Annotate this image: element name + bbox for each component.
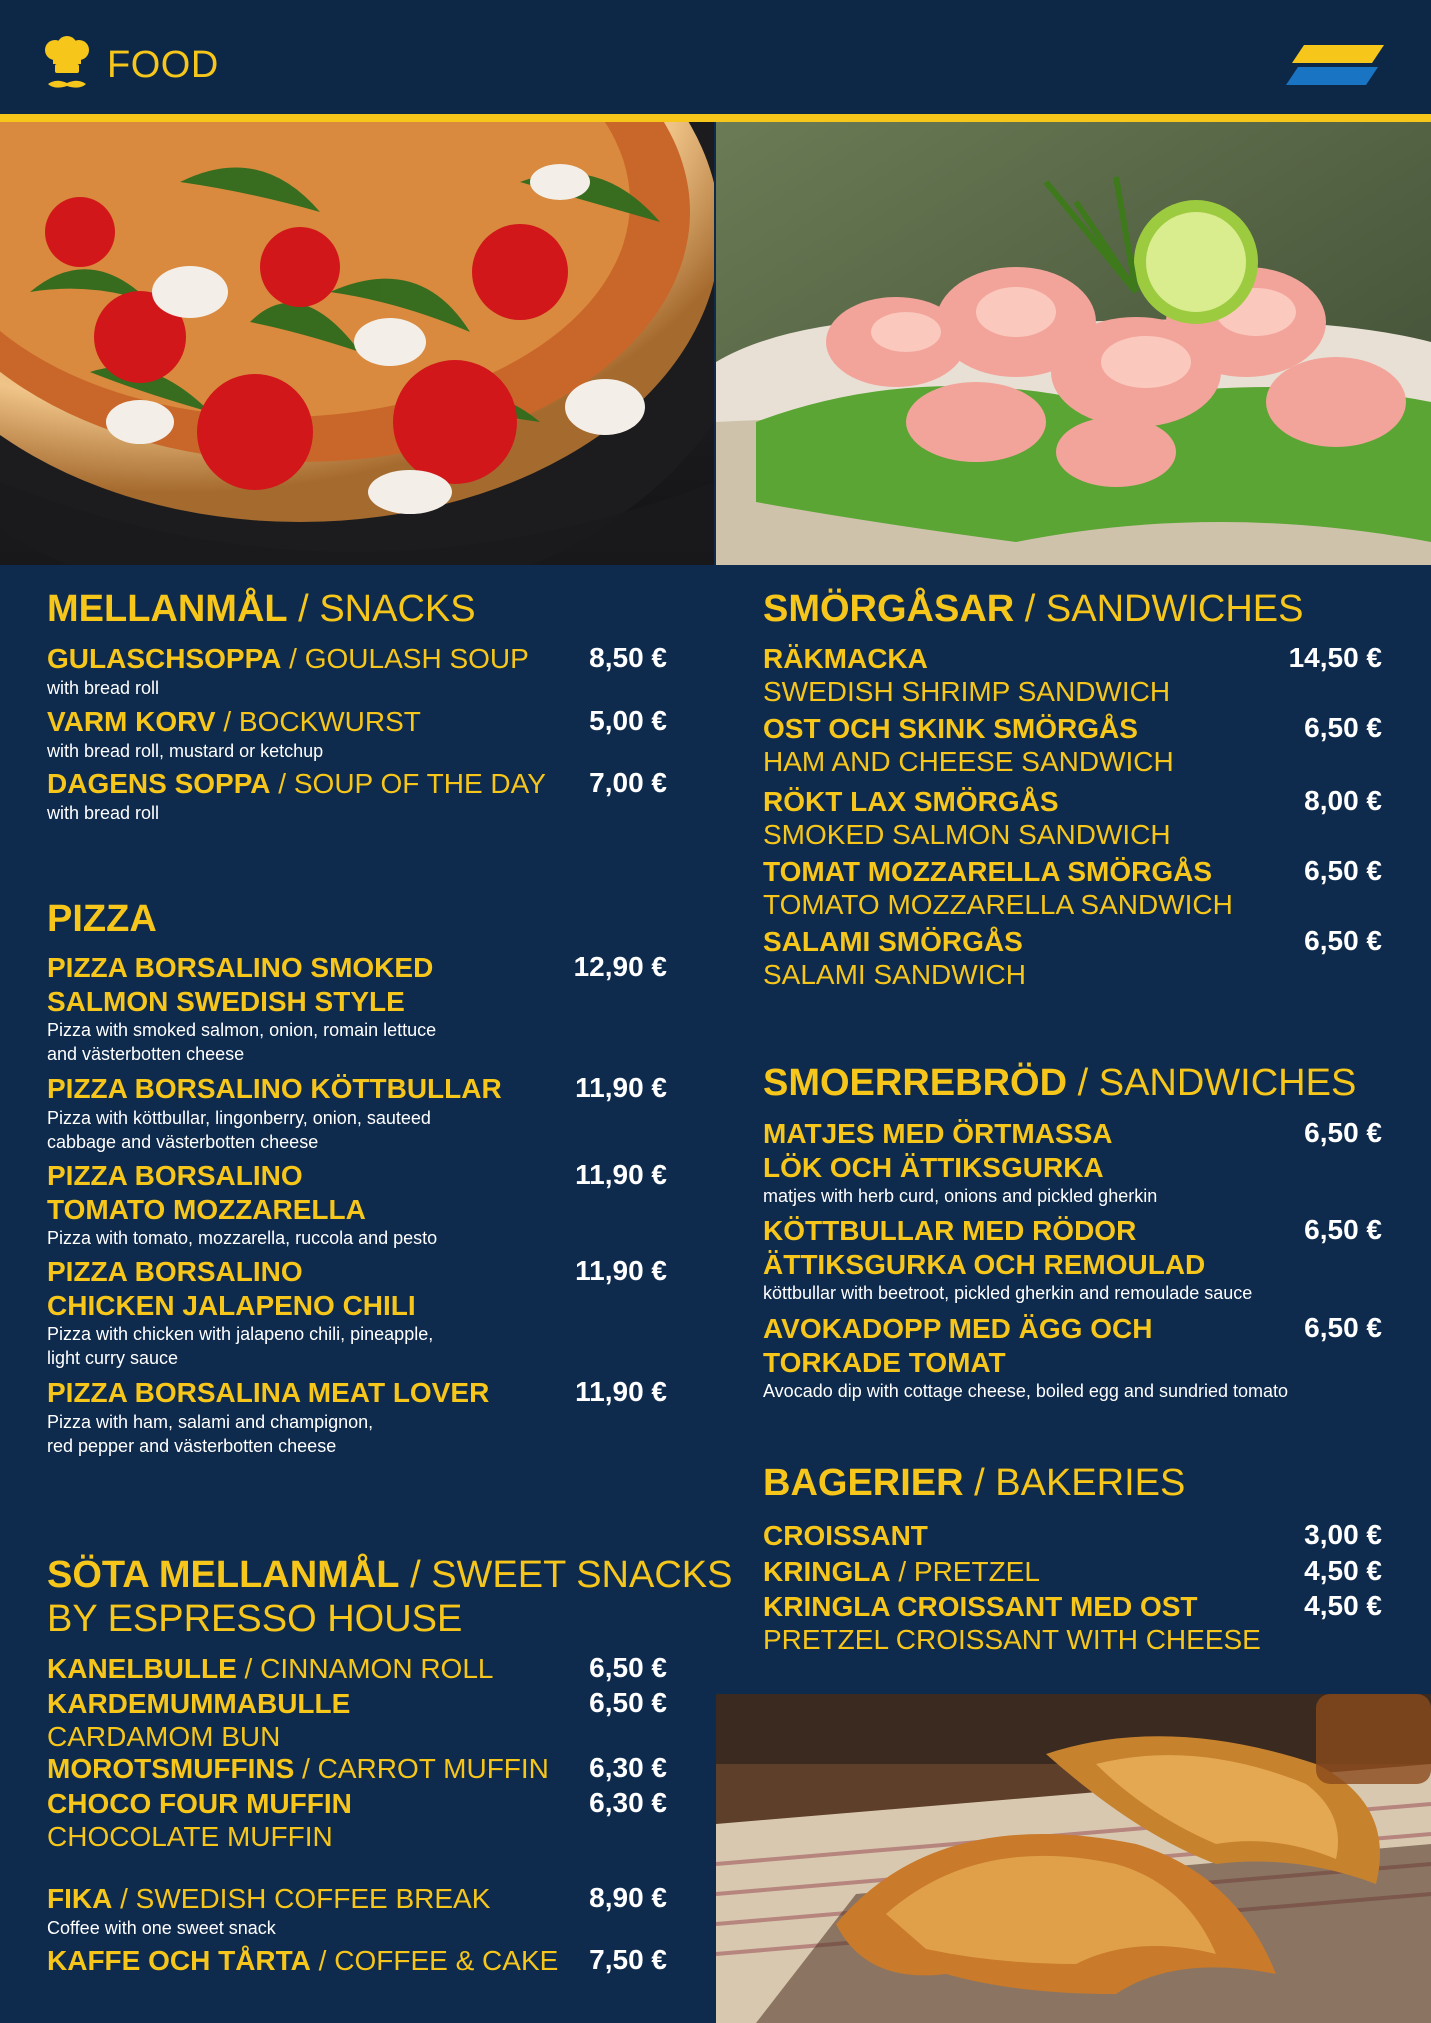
price: 8,50 € (589, 642, 667, 673)
header-divider (0, 114, 1431, 122)
menu-item-pretzel: KRINGLA / PRETZEL (763, 1556, 1040, 1587)
price: 4,50 € (1304, 1590, 1382, 1621)
price: 6,50 € (1304, 1312, 1382, 1343)
price: 6,50 € (1304, 1214, 1382, 1245)
stripes-logo-icon (1286, 45, 1384, 87)
menu-item-avokadopp: AVOKADOPP MED ÄGG OCH TORKADE TOMAT Avocado dip with cottage cheese, boiled egg and sundried tomato (763, 1313, 1289, 1402)
menu-item-rakmacka: RÄKMACKA SWEDISH SHRIMP SANDWICH (763, 643, 1171, 707)
price: 11,90 € (575, 1159, 667, 1190)
menu-item-cardamom-bun: KARDEMUMMABULLE CARDAMOM BUN (47, 1688, 351, 1752)
menu-item-fika: FIKA / SWEDISH COFFEE BREAK Coffee with one sweet snack (47, 1883, 491, 1938)
section-title-bakeries: BAGERIER / BAKERIES (763, 1462, 1186, 1504)
header-bar (0, 0, 1431, 114)
menu-item-cinnamon-roll: KANELBULLE / CINNAMON ROLL (47, 1653, 494, 1684)
menu-item-kottbullar-rodor: KÖTTBULLAR MED RÖDOR ÄTTIKSGURKA OCH REMOULAD köttbullar with beetroot, pickled gherkin and remoulade sauce (763, 1215, 1253, 1304)
menu-item-coffee-and-cake: KAFFE OCH TÅRTA / COFFEE & CAKE (47, 1945, 559, 1976)
price: 6,50 € (1304, 1117, 1382, 1148)
menu-item-croissant: CROISSANT (763, 1520, 928, 1551)
price: 8,90 € (589, 1882, 667, 1913)
menu-item-carrot-muffin: MOROTSMUFFINS / CARROT MUFFIN (47, 1753, 549, 1784)
price: 6,50 € (1304, 712, 1382, 743)
price: 3,00 € (1304, 1519, 1382, 1550)
pizza-photo (0, 122, 714, 565)
section-title-snacks: MELLANMÅL / SNACKS (47, 588, 476, 630)
menu-item-smoked-salmon: RÖKT LAX SMÖRGÅS SMOKED SALMON SANDWICH (763, 786, 1171, 850)
price: 6,30 € (589, 1752, 667, 1783)
price: 11,90 € (575, 1376, 667, 1407)
menu-item-pizza-chicken: PIZZA BORSALINO CHICKEN JALAPENO CHILI Pizza with chicken with jalapeno chili, pineapple, light curry sauce (47, 1256, 434, 1369)
section-title-smoerrebrod: SMOERREBRÖD / SANDWICHES (763, 1062, 1357, 1104)
section-title-sweet-snacks: SÖTA MELLANMÅL / SWEET SNACKS BY ESPRESSO HOUSE (47, 1554, 733, 1640)
menu-item-pizza-meat-lover: PIZZA BORSALINA MEAT LOVER Pizza with ham, salami and champignon, red pepper and västerbotten cheese (47, 1377, 490, 1456)
section-title-pizza: PIZZA (47, 898, 157, 940)
menu-item-pizza-kottbullar: PIZZA BORSALINO KÖTTBULLAR Pizza with köttbullar, lingonberry, onion, sauteed cabbage and västerbotten cheese (47, 1073, 502, 1152)
price: 11,90 € (575, 1255, 667, 1286)
price: 6,50 € (1304, 855, 1382, 886)
menu-item-matjes: MATJES MED ÖRTMASSA LÖK OCH ÄTTIKSGURKA matjes with herb curd, onions and pickled gherkin (763, 1118, 1158, 1207)
section-title-smorgasar: SMÖRGÅSAR / SANDWICHES (763, 588, 1304, 630)
page-title: FOOD (107, 44, 219, 86)
chef-icon (44, 36, 90, 94)
menu-item-pizza-salmon: PIZZA BORSALINO SMOKED SALMON SWEDISH STYLE Pizza with smoked salmon, onion, romain lettuce and västerbotten cheese (47, 952, 437, 1065)
menu-item-tomato-mozzarella: TOMAT MOZZARELLA SMÖRGÅS TOMATO MOZZARELLA SANDWICH (763, 856, 1233, 920)
price: 7,00 € (589, 767, 667, 798)
price: 6,50 € (589, 1687, 667, 1718)
menu-item-goulash: GULASCHSOPPA / GOULASH SOUP with bread roll (47, 643, 529, 698)
price: 11,90 € (575, 1072, 667, 1103)
menu-item-soup-of-the-day: DAGENS SOPPA / SOUP OF THE DAY with bread roll (47, 768, 546, 823)
price: 6,30 € (589, 1787, 667, 1818)
price: 14,50 € (1288, 642, 1382, 673)
menu-item-pretzel-croissant: KRINGLA CROISSANT MED OST PRETZEL CROISSANT WITH CHEESE (763, 1591, 1261, 1655)
price: 12,90 € (573, 951, 667, 982)
menu-item-chocolate-muffin: CHOCO FOUR MUFFIN CHOCOLATE MUFFIN (47, 1788, 352, 1852)
price: 8,00 € (1304, 785, 1382, 816)
price: 7,50 € (589, 1944, 667, 1975)
menu-item-pizza-tomato-mozzarella: PIZZA BORSALINO TOMATO MOZZARELLA Pizza with tomato, mozzarella, ruccola and pesto (47, 1160, 438, 1249)
menu-item-salami: SALAMI SMÖRGÅS SALAMI SANDWICH (763, 926, 1026, 990)
croissant-photo (716, 1694, 1431, 2023)
menu-item-bockwurst: VARM KORV / BOCKWURST with bread roll, mustard or ketchup (47, 706, 421, 761)
price: 4,50 € (1304, 1555, 1382, 1586)
price: 6,50 € (1304, 925, 1382, 956)
price: 6,50 € (589, 1652, 667, 1683)
menu-item-ham-cheese: OST OCH SKINK SMÖRGÅS HAM AND CHEESE SANDWICH (763, 713, 1174, 777)
price: 5,00 € (589, 705, 667, 736)
shrimp-sandwich-photo (716, 122, 1431, 565)
